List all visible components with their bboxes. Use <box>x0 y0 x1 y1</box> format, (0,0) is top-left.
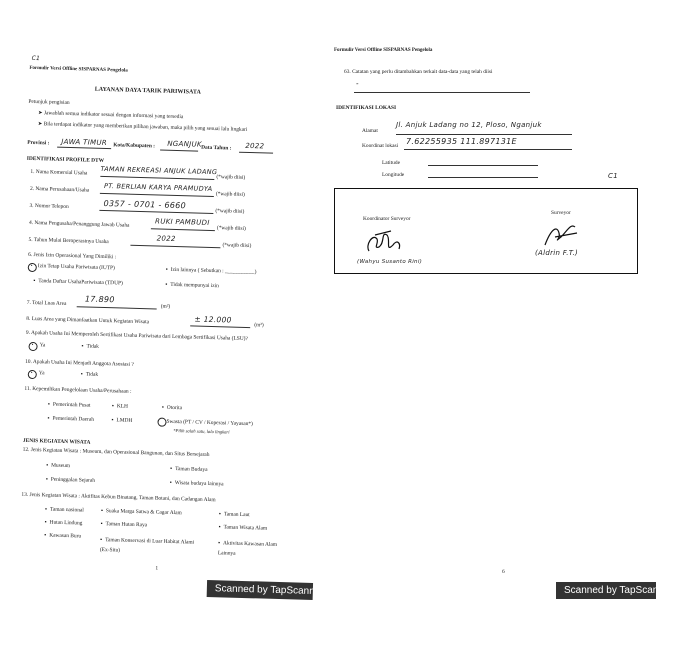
q4-required: (*wajib diisi) <box>216 225 246 232</box>
q13-option[interactable]: ▪ Taman Konservasi di Luar Habitat Alami (Ex-Situ) <box>100 535 205 558</box>
q11-note: *Pilih salah satu, lalu lingkari <box>173 427 230 435</box>
petunjuk-item-text: Jawablah semua indikator sesuai dengan informasi yang tersedia <box>43 110 184 121</box>
q11-option[interactable]: ▪ KLH <box>112 404 128 410</box>
q3-required: (*wajib diisi) <box>215 208 245 215</box>
q2-label: 2. Nama Perusahaan/Usaha <box>29 185 90 194</box>
q7-underline <box>77 306 157 309</box>
q5-underline <box>130 245 220 249</box>
q11-option[interactable]: ▪ LMDH <box>111 418 132 424</box>
q3-label: 3. Nomor Telepon <box>29 202 69 210</box>
bullet: • <box>30 263 33 269</box>
corner-mark: C1 <box>608 172 618 180</box>
kota-label: Kota/Kabupaten : <box>113 142 156 150</box>
corner-mark: C1 <box>31 54 41 63</box>
tahun-label: Data Tahun : <box>201 144 232 152</box>
q12-option[interactable]: ▪ Peninggalan Sejarah <box>46 477 95 484</box>
petunjuk-title: Petunjuk pengisian <box>28 98 70 106</box>
koordinat-underline <box>404 149 572 150</box>
q13-option[interactable]: ▪ Taman Wisata Alam <box>218 525 267 532</box>
q8-value: ± 12.000 <box>194 314 232 325</box>
q13-option[interactable]: ▪ Hutan Lindung <box>45 520 83 526</box>
q63-label: 63. Catatan yang perlu ditambahkan terkait data-data yang telah diisi <box>344 69 493 75</box>
alamat-underline <box>396 134 572 135</box>
identifikasi-title: IDENTIFIKASI PROFILE DTW <box>26 155 105 164</box>
q8-unit: (m²) <box>254 322 264 329</box>
longitude-label: Longitude <box>382 172 405 178</box>
jenis-title: JENIS KEGIATAN WISATA <box>22 437 91 446</box>
provinsi-label: Provinsi : <box>27 139 50 147</box>
page-number: 1 <box>155 565 159 572</box>
q6-option[interactable]: ▪ Izin lainnya ( Sebutkan : ___________) <box>166 268 257 276</box>
petunjuk-item-text: Bila terdapat indikator yang memberikan pilihan jawaban, maka pilih yang sesuai lalu lingkari <box>43 121 248 133</box>
q11-selected-circle <box>157 418 166 427</box>
q1-required: (*wajib diisi) <box>216 174 246 181</box>
alamat-label: Alamat <box>362 128 378 134</box>
q7-unit: (m²) <box>160 303 171 310</box>
latitude-label: Latitude <box>382 160 400 166</box>
q4-underline <box>151 228 215 231</box>
q63-value: - <box>356 80 359 88</box>
surveyor-signature <box>541 219 581 249</box>
form-title: Formulir Versi Offline SISPARNAS Pengelola <box>29 65 128 74</box>
q11-option[interactable]: ▪ Pemerintah Daerah <box>47 416 94 423</box>
q4-label: 4. Nama Pengusaha/Penanggung Jawab Usaha <box>28 219 130 229</box>
q11-option[interactable]: ▪ Pemerintah Pusat <box>48 402 91 409</box>
petunjuk-item: ➤ Bila terdapat indikator yang memberikan pilihan jawaban, maka pilih yang sesuai lalu lingkari <box>37 121 248 133</box>
bullet: • <box>30 370 33 377</box>
section-title: LAYANAN DAYA TARIK PARIWISATA <box>94 86 201 96</box>
page-number: 6 <box>502 569 505 575</box>
koordinator-signature <box>363 225 413 257</box>
kota-value: NGANJUK <box>167 139 202 149</box>
q12-option[interactable]: ▪ Wisata budaya lainnya <box>170 481 224 488</box>
q1-value: TAMAN REKREASI ANJUK LADANG <box>100 164 218 177</box>
kota-underline <box>160 150 198 152</box>
q3-underline <box>99 210 213 214</box>
q2-value: PT. BERLIAN KARYA PRAMUDYA <box>103 181 213 193</box>
tahun-underline <box>239 152 273 154</box>
q12-option[interactable]: ▪ Museum <box>46 463 70 469</box>
provinsi-value: JAWA TIMUR <box>61 137 108 148</box>
q11-label: 11. Kepemilikan Pengelolaan Usaha/Perusahaan : <box>24 385 132 395</box>
q13-option[interactable]: ▪ Taman Hutan Raya <box>101 522 148 529</box>
q12-label: 12. Jenis Kegiatan Wisata : Museum, dan Operasional Bangunan, dan Situs Bersejarah <box>22 446 210 459</box>
q5-label: 5. Tahun Mulai Beroperasinya Usaha <box>28 236 109 246</box>
q1-label: 1. Nama Komersial Usaha <box>30 168 88 177</box>
q5-required: (*wajib diisi) <box>222 242 252 250</box>
q10-label: 10. Apakah Usaha Ini Menjadi Anggota Asosiasi ? <box>25 358 134 368</box>
tahun-value: 2022 <box>245 141 265 151</box>
q6-option[interactable]: Izin Tetap Usaha Pariwisata (IUTP) <box>37 263 115 272</box>
q10-option-tidak[interactable]: ▪ Tidak <box>81 372 98 378</box>
q13-option[interactable]: ▪ Taman nasional <box>45 507 84 513</box>
q1-underline <box>100 176 214 180</box>
latitude-underline <box>428 165 538 166</box>
koordinat-label: Koordinat lokasi <box>362 143 399 149</box>
q2-underline <box>100 193 214 197</box>
q8-label: 8. Luas Area yang Dimanfaatkan Untuk Kegiatan Wisata <box>26 315 150 326</box>
form-page-6 <box>326 40 673 600</box>
bullet: • <box>31 343 34 349</box>
q3-value: 0357 - 0701 - 6660 <box>103 198 187 211</box>
form-title: Formulir Versi Offline SISPARNAS Pengelola <box>334 48 433 53</box>
q6-label: 6. Jenis Izin Operasional Yang Dimiliki : <box>28 251 117 261</box>
q11-option-selected[interactable]: Swasta (PT / CV / Koperasi / Yayasan*) <box>166 418 253 428</box>
form-page-1 <box>0 44 322 649</box>
q11-option[interactable]: ▪ Otorita <box>162 406 182 412</box>
alamat-value: Jl. Anjuk Ladang no 12, Ploso, Nganjuk <box>396 121 542 129</box>
q13-option[interactable]: ▪ Aktivitas Kawasan Alam Lainnya <box>218 538 279 560</box>
signature-box <box>334 188 638 274</box>
q10-option-ya[interactable]: Ya <box>38 370 45 377</box>
q7-value: 17.890 <box>84 294 115 305</box>
surveyor-name: (Aldrin F.T.) <box>535 249 579 257</box>
provinsi-underline <box>57 147 111 150</box>
q9-option-tidak[interactable]: ▪ Tidak <box>81 344 98 350</box>
q13-option[interactable]: ▪ Kawasan Buru <box>44 533 81 539</box>
q9-label: 9. Apakah Usaha Ini Memperoleh Sertifikasi Usaha Pariwisata dari Lembaga Sertifikasi Usaha (LSU)? <box>25 329 248 343</box>
scan-watermark: Scanned by TapScanner <box>556 582 656 599</box>
petunjuk-item: ➤ Jawablah semua indikator sesuai dengan informasi yang tersedia <box>38 110 184 121</box>
koordinator-label: Koordinator Surveyor <box>363 216 411 222</box>
q5-value: 2022 <box>156 234 176 243</box>
q7-label: 7. Total Luas Area <box>26 299 67 307</box>
q13-label: 13. Jenis Kegiatan Wisata : Aktifitas Kebun Binatang, Taman Botani, dan Cadangan Alam <box>21 491 216 504</box>
q6-option[interactable]: ▪ Tidak mempunyai izin <box>165 283 219 290</box>
q12-option[interactable]: ▪ Taman Budaya <box>170 467 207 473</box>
q9-option-ya[interactable]: Ya <box>39 342 46 349</box>
scan-watermark: Scanned by TapScanner <box>207 580 313 600</box>
q6-option[interactable]: ▪ Tanda Daftar UsahaPariwisata (TDUP) <box>33 279 123 287</box>
q13-option[interactable]: ▪ Taman Laut <box>219 512 250 518</box>
koordinat-value: 7.62255935 111.897131E <box>406 137 517 146</box>
identifikasi-lokasi-title: IDENTIFIKASI LOKASI <box>336 105 397 111</box>
q8-underline <box>190 325 250 328</box>
q2-required: (*wajib diisi) <box>215 191 245 198</box>
q4-value: RUKI PAMBUDI <box>154 217 210 227</box>
surveyor-label: Surveyor <box>551 210 571 216</box>
q13-option[interactable]: ▪ Suaka Marga Satwa & Cagar Alam <box>101 509 182 517</box>
koordinator-name: (Wahyu Susanto Rini) <box>357 259 423 265</box>
longitude-underline <box>428 177 538 178</box>
q63-underline <box>354 92 530 93</box>
